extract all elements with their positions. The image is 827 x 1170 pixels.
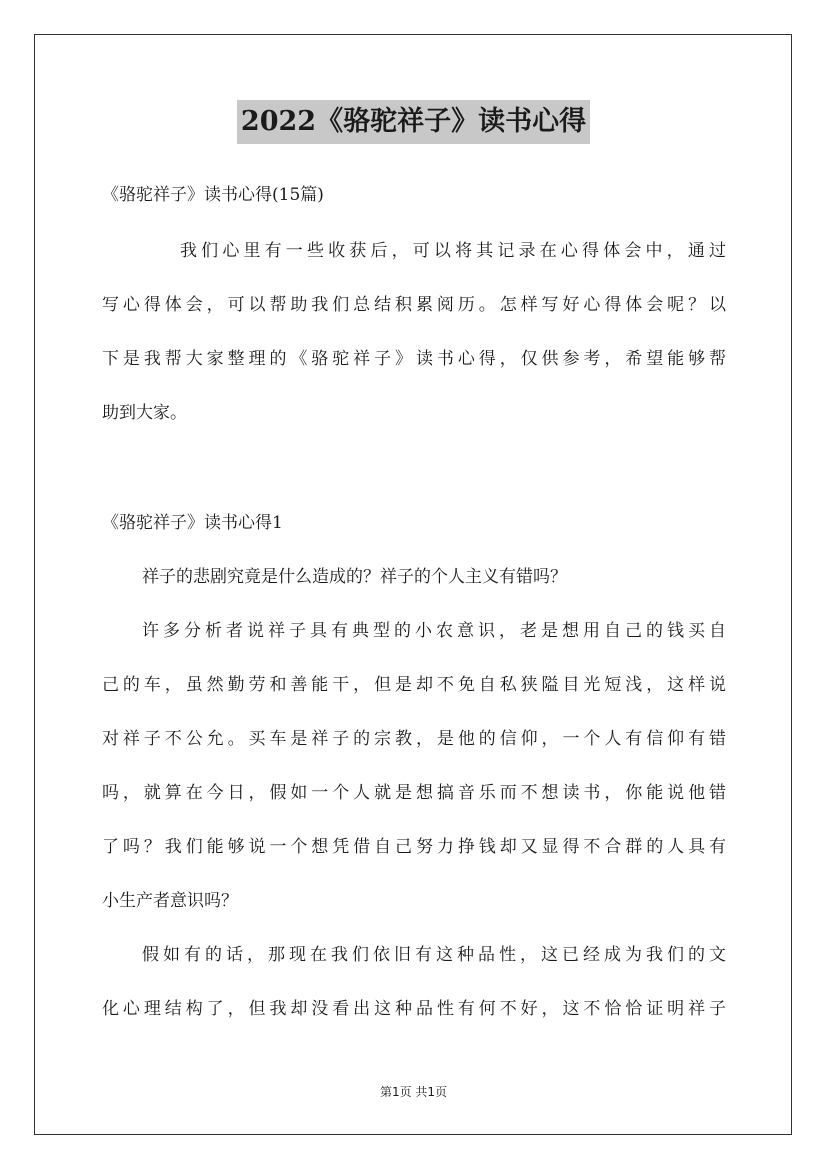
paragraph-line: 假如有的话，那现在我们依旧有这种品性，这已经成为我们的文 — [142, 945, 726, 965]
intro-line: 我们心里有一些收获后，可以将其记录在心得体会中，通过 — [180, 241, 726, 261]
intro-line: 写心得体会，可以帮助我们总结积累阅历。怎样写好心得体会呢？以 — [102, 295, 726, 315]
intro-line: 下是我帮大家整理的《骆驼祥子》读书心得，仅供参考，希望能够帮 — [102, 349, 726, 369]
title-container — [0, 100, 827, 144]
intro-line: 助到大家。 — [102, 403, 187, 423]
paragraph-line: 了吗？我们能够说一个想凭借自己努力挣钱却又显得不合群的人具有 — [102, 837, 726, 857]
document-title: 2022《骆驼祥子》读书心得 — [237, 100, 590, 144]
section-heading: 《骆驼祥子》读书心得1 — [102, 513, 283, 533]
page-footer: 第1页 共1页 — [379, 1085, 448, 1099]
paragraph-line: 祥子的悲剧究竟是什么造成的？祥子的个人主义有错吗？ — [142, 567, 567, 587]
paragraph-line: 己的车，虽然勤劳和善能干，但是却不免自私狭隘目光短浅，这样说 — [102, 675, 726, 695]
paragraph-line: 吗，就算在今日，假如一个人就是想搞音乐而不想读书，你能说他错 — [102, 783, 726, 803]
subtitle: 《骆驼祥子》读书心得(15篇) — [102, 185, 324, 205]
paragraph-line: 小生产者意识吗？ — [102, 891, 238, 911]
paragraph-line: 对祥子不公允。买车是祥子的宗教，是他的信仰，一个人有信仰有错 — [102, 729, 726, 749]
paragraph-line: 许多分析者说祥子具有典型的小农意识，老是想用自己的钱买自 — [142, 621, 726, 641]
paragraph-line: 化心理结构了，但我却没看出这种品性有何不好，这不恰恰证明祥子 — [102, 999, 726, 1019]
